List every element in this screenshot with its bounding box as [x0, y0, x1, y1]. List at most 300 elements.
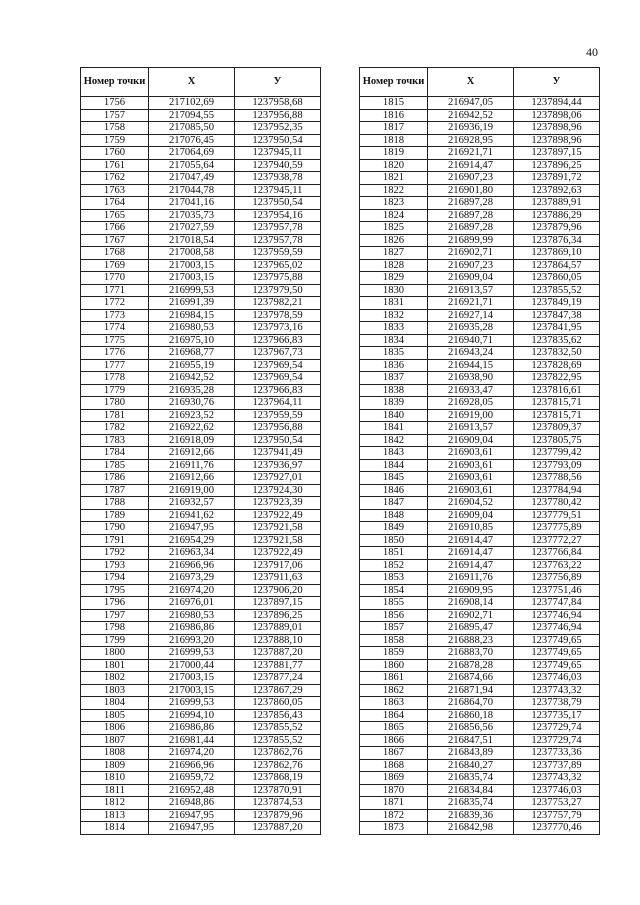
cell-x: 216980,53: [149, 609, 235, 622]
cell-point-number: 1859: [360, 647, 428, 660]
coordinates-table-right: [359, 67, 600, 835]
table-row: [360, 797, 600, 810]
cell-y: 1237959,59: [235, 247, 321, 260]
cell-point-number: 1790: [81, 522, 149, 535]
table-row: [360, 347, 600, 360]
table-row: [81, 459, 321, 472]
cell-point-number: 1849: [360, 522, 428, 535]
cell-y: 1237855,52: [235, 722, 321, 735]
cell-y: 1237751,46: [514, 584, 600, 597]
table-row: [81, 547, 321, 560]
table-row: [81, 397, 321, 410]
table-row: [81, 559, 321, 572]
table-row: [81, 659, 321, 672]
table-row: [81, 759, 321, 772]
cell-x: 216986,86: [149, 622, 235, 635]
cell-x: 216921,71: [428, 297, 514, 310]
cell-point-number: 1802: [81, 672, 149, 685]
cell-x: 216907,23: [428, 172, 514, 185]
cell-y: 1237868,19: [235, 772, 321, 785]
cell-x: 216912,66: [149, 472, 235, 485]
table-row: [360, 334, 600, 347]
cell-y: 1237927,01: [235, 472, 321, 485]
header-x: X: [428, 68, 514, 97]
cell-y: 1237922,49: [235, 547, 321, 560]
table-row: [81, 172, 321, 185]
table-row: [81, 609, 321, 622]
cell-y: 1237886,29: [514, 209, 600, 222]
cell-x: 216993,20: [149, 634, 235, 647]
cell-x: 216910,85: [428, 522, 514, 535]
cell-point-number: 1857: [360, 622, 428, 635]
cell-y: 1237921,58: [235, 522, 321, 535]
cell-x: 217035,73: [149, 209, 235, 222]
cell-x: 216871,94: [428, 684, 514, 697]
cell-x: 217044,78: [149, 184, 235, 197]
cell-point-number: 1851: [360, 547, 428, 560]
cell-y: 1237729,74: [514, 734, 600, 747]
cell-y: 1237896,25: [235, 609, 321, 622]
cell-x: 216955,19: [149, 359, 235, 372]
coordinates-table-left: [80, 67, 321, 835]
cell-x: 217064,69: [149, 147, 235, 160]
cell-x: 216903,61: [428, 484, 514, 497]
cell-x: 216974,20: [149, 584, 235, 597]
table-row: [360, 809, 600, 822]
table-row: [81, 297, 321, 310]
table-row: [81, 672, 321, 685]
cell-y: 1237746,94: [514, 609, 600, 622]
cell-point-number: 1853: [360, 572, 428, 585]
cell-x: 216902,71: [428, 609, 514, 622]
cell-point-number: 1854: [360, 584, 428, 597]
cell-point-number: 1761: [81, 159, 149, 172]
table-row: [360, 197, 600, 210]
table-row: [81, 472, 321, 485]
table-row: [360, 147, 600, 160]
cell-y: 1237877,24: [235, 672, 321, 685]
table-row: [81, 197, 321, 210]
cell-y: 1237911,63: [235, 572, 321, 585]
cell-y: 1237862,76: [235, 747, 321, 760]
table-row: [81, 709, 321, 722]
cell-x: 216911,76: [428, 572, 514, 585]
cell-point-number: 1787: [81, 484, 149, 497]
page-number: 40: [586, 45, 598, 59]
cell-y: 1237815,71: [514, 397, 600, 410]
table-row: [360, 447, 600, 460]
table-row: [360, 822, 600, 835]
cell-x: 217003,15: [149, 259, 235, 272]
table-row: [360, 534, 600, 547]
cell-point-number: 1810: [81, 772, 149, 785]
cell-y: 1237749,65: [514, 634, 600, 647]
cell-x: 216923,52: [149, 409, 235, 422]
cell-y: 1237862,76: [235, 759, 321, 772]
table-row: [81, 597, 321, 610]
cell-y: 1237775,89: [514, 522, 600, 535]
table-row: [81, 684, 321, 697]
cell-point-number: 1833: [360, 322, 428, 335]
cell-point-number: 1806: [81, 722, 149, 735]
cell-point-number: 1841: [360, 422, 428, 435]
cell-x: 216976,01: [149, 597, 235, 610]
cell-point-number: 1871: [360, 797, 428, 810]
cell-x: 216966,96: [149, 559, 235, 572]
cell-point-number: 1765: [81, 209, 149, 222]
cell-y: 1237964,11: [235, 397, 321, 410]
cell-point-number: 1839: [360, 397, 428, 410]
cell-x: 216911,76: [149, 459, 235, 472]
cell-point-number: 1848: [360, 509, 428, 522]
cell-y: 1237921,58: [235, 534, 321, 547]
table-row: [81, 584, 321, 597]
cell-y: 1237881,77: [235, 659, 321, 672]
cell-x: 216835,74: [428, 772, 514, 785]
cell-x: 216919,00: [149, 484, 235, 497]
cell-point-number: 1812: [81, 797, 149, 810]
table-header-row: [360, 68, 600, 97]
cell-point-number: 1779: [81, 384, 149, 397]
cell-point-number: 1816: [360, 109, 428, 122]
cell-point-number: 1843: [360, 447, 428, 460]
table-body-left: [81, 97, 321, 835]
cell-point-number: 1800: [81, 647, 149, 660]
cell-y: 1237940,59: [235, 159, 321, 172]
table-row: [360, 484, 600, 497]
cell-x: 216840,27: [428, 759, 514, 772]
cell-x: 216883,70: [428, 647, 514, 660]
cell-x: 216899,99: [428, 234, 514, 247]
cell-point-number: 1801: [81, 659, 149, 672]
cell-x: 216999,53: [149, 284, 235, 297]
cell-x: 216895,47: [428, 622, 514, 635]
cell-x: 217094,55: [149, 109, 235, 122]
cell-y: 1237906,20: [235, 584, 321, 597]
cell-y: 1237815,71: [514, 409, 600, 422]
cell-point-number: 1845: [360, 472, 428, 485]
cell-point-number: 1847: [360, 497, 428, 510]
table-row: [81, 147, 321, 160]
table-row: [360, 422, 600, 435]
cell-y: 1237965,02: [235, 259, 321, 272]
cell-y: 1237973,16: [235, 322, 321, 335]
table-row: [360, 122, 600, 135]
cell-x: 217027,59: [149, 222, 235, 235]
cell-y: 1237978,59: [235, 309, 321, 322]
cell-y: 1237832,50: [514, 347, 600, 360]
table-row: [360, 597, 600, 610]
cell-point-number: 1814: [81, 822, 149, 835]
cell-point-number: 1868: [360, 759, 428, 772]
table-row: [360, 759, 600, 772]
cell-x: 216948,86: [149, 797, 235, 810]
cell-point-number: 1792: [81, 547, 149, 560]
cell-x: 216999,53: [149, 647, 235, 660]
cell-point-number: 1820: [360, 159, 428, 172]
cell-y: 1237835,62: [514, 334, 600, 347]
cell-point-number: 1760: [81, 147, 149, 160]
cell-y: 1237917,06: [235, 559, 321, 572]
table-row: [360, 622, 600, 635]
cell-x: 216991,39: [149, 297, 235, 310]
cell-y: 1237805,75: [514, 434, 600, 447]
table-row: [81, 647, 321, 660]
cell-y: 1237746,03: [514, 672, 600, 685]
cell-point-number: 1770: [81, 272, 149, 285]
cell-x: 216994,10: [149, 709, 235, 722]
cell-y: 1237788,56: [514, 472, 600, 485]
cell-y: 1237816,61: [514, 384, 600, 397]
table-row: [360, 222, 600, 235]
cell-point-number: 1844: [360, 459, 428, 472]
cell-y: 1237749,65: [514, 647, 600, 660]
cell-y: 1237889,01: [235, 622, 321, 635]
cell-point-number: 1866: [360, 734, 428, 747]
cell-y: 1237746,94: [514, 622, 600, 635]
cell-x: 217076,45: [149, 134, 235, 147]
cell-point-number: 1783: [81, 434, 149, 447]
cell-x: 216999,53: [149, 697, 235, 710]
cell-point-number: 1776: [81, 347, 149, 360]
cell-y: 1237756,89: [514, 572, 600, 585]
cell-x: 216897,28: [428, 209, 514, 222]
cell-point-number: 1808: [81, 747, 149, 760]
table-row: [360, 309, 600, 322]
cell-x: 216856,56: [428, 722, 514, 735]
cell-x: 216909,95: [428, 584, 514, 597]
cell-y: 1237849,19: [514, 297, 600, 310]
cell-point-number: 1824: [360, 209, 428, 222]
table-row: [360, 634, 600, 647]
cell-point-number: 1781: [81, 409, 149, 422]
cell-y: 1237959,59: [235, 409, 321, 422]
cell-y: 1237892,63: [514, 184, 600, 197]
cell-y: 1237922,49: [235, 509, 321, 522]
cell-y: 1237936,97: [235, 459, 321, 472]
table-row: [360, 509, 600, 522]
table-row: [81, 747, 321, 760]
cell-x: 216897,28: [428, 222, 514, 235]
cell-x: 216947,95: [149, 522, 235, 535]
cell-x: 216968,77: [149, 347, 235, 360]
cell-y: 1237743,32: [514, 684, 600, 697]
cell-y: 1237952,35: [235, 122, 321, 135]
cell-point-number: 1804: [81, 697, 149, 710]
cell-x: 216904,52: [428, 497, 514, 510]
table-row: [81, 422, 321, 435]
cell-y: 1237766,84: [514, 547, 600, 560]
cell-y: 1237770,46: [514, 822, 600, 835]
table-row: [81, 234, 321, 247]
cell-x: 216888,23: [428, 634, 514, 647]
cell-x: 216954,29: [149, 534, 235, 547]
cell-y: 1237924,30: [235, 484, 321, 497]
cell-y: 1237897,15: [235, 597, 321, 610]
cell-x: 216903,61: [428, 472, 514, 485]
table-row: [81, 572, 321, 585]
table-row: [81, 384, 321, 397]
cell-x: 216847,51: [428, 734, 514, 747]
cell-y: 1237982,21: [235, 297, 321, 310]
cell-x: 216927,14: [428, 309, 514, 322]
cell-y: 1237809,37: [514, 422, 600, 435]
cell-x: 216930,76: [149, 397, 235, 410]
table-row: [360, 322, 600, 335]
cell-y: 1237856,43: [235, 709, 321, 722]
cell-y: 1237898,96: [514, 134, 600, 147]
cell-point-number: 1873: [360, 822, 428, 835]
table-row: [81, 372, 321, 385]
table-row: [81, 134, 321, 147]
cell-x: 217041,16: [149, 197, 235, 210]
cell-point-number: 1766: [81, 222, 149, 235]
cell-y: 1237867,29: [235, 684, 321, 697]
table-row: [360, 659, 600, 672]
table-row: [360, 247, 600, 260]
cell-point-number: 1835: [360, 347, 428, 360]
cell-point-number: 1815: [360, 97, 428, 110]
cell-x: 216963,34: [149, 547, 235, 560]
cell-point-number: 1768: [81, 247, 149, 260]
table-row: [81, 722, 321, 735]
cell-point-number: 1759: [81, 134, 149, 147]
cell-point-number: 1778: [81, 372, 149, 385]
cell-x: 216834,84: [428, 784, 514, 797]
table-row: [360, 709, 600, 722]
table-row: [360, 297, 600, 310]
cell-y: 1237847,38: [514, 309, 600, 322]
cell-y: 1237864,57: [514, 259, 600, 272]
cell-point-number: 1846: [360, 484, 428, 497]
cell-point-number: 1795: [81, 584, 149, 597]
cell-x: 216908,14: [428, 597, 514, 610]
cell-x: 216914,47: [428, 559, 514, 572]
cell-point-number: 1799: [81, 634, 149, 647]
table-row: [81, 784, 321, 797]
cell-x: 216986,86: [149, 722, 235, 735]
cell-y: 1237879,96: [235, 809, 321, 822]
cell-point-number: 1822: [360, 184, 428, 197]
cell-x: 216984,15: [149, 309, 235, 322]
cell-x: 216935,28: [149, 384, 235, 397]
cell-point-number: 1798: [81, 622, 149, 635]
table-row: [81, 797, 321, 810]
cell-point-number: 1757: [81, 109, 149, 122]
cell-x: 216947,95: [149, 822, 235, 835]
table-row: [81, 109, 321, 122]
cell-point-number: 1791: [81, 534, 149, 547]
cell-x: 217055,64: [149, 159, 235, 172]
cell-point-number: 1870: [360, 784, 428, 797]
cell-x: 217102,69: [149, 97, 235, 110]
cell-point-number: 1869: [360, 772, 428, 785]
table-row: [360, 184, 600, 197]
cell-point-number: 1837: [360, 372, 428, 385]
cell-point-number: 1867: [360, 747, 428, 760]
cell-x: 216921,71: [428, 147, 514, 160]
table-row: [81, 284, 321, 297]
cell-point-number: 1807: [81, 734, 149, 747]
cell-point-number: 1773: [81, 309, 149, 322]
cell-y: 1237957,78: [235, 222, 321, 235]
cell-x: 216901,80: [428, 184, 514, 197]
cell-y: 1237746,03: [514, 784, 600, 797]
table-row: [81, 634, 321, 647]
cell-y: 1237945,11: [235, 147, 321, 160]
header-y: У: [514, 68, 600, 97]
table-row: [81, 159, 321, 172]
table-row: [81, 209, 321, 222]
cell-point-number: 1764: [81, 197, 149, 210]
cell-y: 1237966,83: [235, 334, 321, 347]
cell-x: 216874,66: [428, 672, 514, 685]
cell-x: 216860,18: [428, 709, 514, 722]
table-row: [360, 497, 600, 510]
cell-x: 216835,74: [428, 797, 514, 810]
cell-point-number: 1828: [360, 259, 428, 272]
cell-point-number: 1838: [360, 384, 428, 397]
table-row: [360, 272, 600, 285]
table-row: [360, 684, 600, 697]
table-row: [360, 409, 600, 422]
cell-x: 216935,28: [428, 322, 514, 335]
cell-y: 1237733,36: [514, 747, 600, 760]
cell-y: 1237897,15: [514, 147, 600, 160]
cell-y: 1237889,91: [514, 197, 600, 210]
cell-x: 216944,15: [428, 359, 514, 372]
cell-point-number: 1864: [360, 709, 428, 722]
cell-point-number: 1774: [81, 322, 149, 335]
cell-y: 1237737,89: [514, 759, 600, 772]
cell-x: 216903,61: [428, 459, 514, 472]
table-row: [360, 609, 600, 622]
cell-y: 1237749,65: [514, 659, 600, 672]
cell-x: 216913,57: [428, 422, 514, 435]
cell-y: 1237956,88: [235, 109, 321, 122]
cell-y: 1237753,27: [514, 797, 600, 810]
table-row: [360, 472, 600, 485]
table-row: [81, 822, 321, 835]
table-row: [360, 672, 600, 685]
cell-point-number: 1829: [360, 272, 428, 285]
cell-point-number: 1840: [360, 409, 428, 422]
cell-point-number: 1796: [81, 597, 149, 610]
table-row: [360, 172, 600, 185]
cell-x: 216980,53: [149, 322, 235, 335]
table-row: [81, 734, 321, 747]
header-point-number: Номер точки: [360, 68, 428, 97]
cell-x: 217003,15: [149, 272, 235, 285]
cell-y: 1237938,78: [235, 172, 321, 185]
cell-y: 1237954,16: [235, 209, 321, 222]
table-row: [360, 284, 600, 297]
cell-x: 216922,62: [149, 422, 235, 435]
cell-y: 1237941,49: [235, 447, 321, 460]
cell-x: 216913,57: [428, 284, 514, 297]
cell-point-number: 1813: [81, 809, 149, 822]
header-y: У: [235, 68, 321, 97]
cell-x: 216864,70: [428, 697, 514, 710]
cell-y: 1237979,50: [235, 284, 321, 297]
cell-y: 1237729,74: [514, 722, 600, 735]
cell-y: 1237869,10: [514, 247, 600, 260]
table-row: [360, 234, 600, 247]
cell-x: 216936,19: [428, 122, 514, 135]
cell-y: 1237956,88: [235, 422, 321, 435]
cell-y: 1237957,78: [235, 234, 321, 247]
cell-y: 1237757,79: [514, 809, 600, 822]
